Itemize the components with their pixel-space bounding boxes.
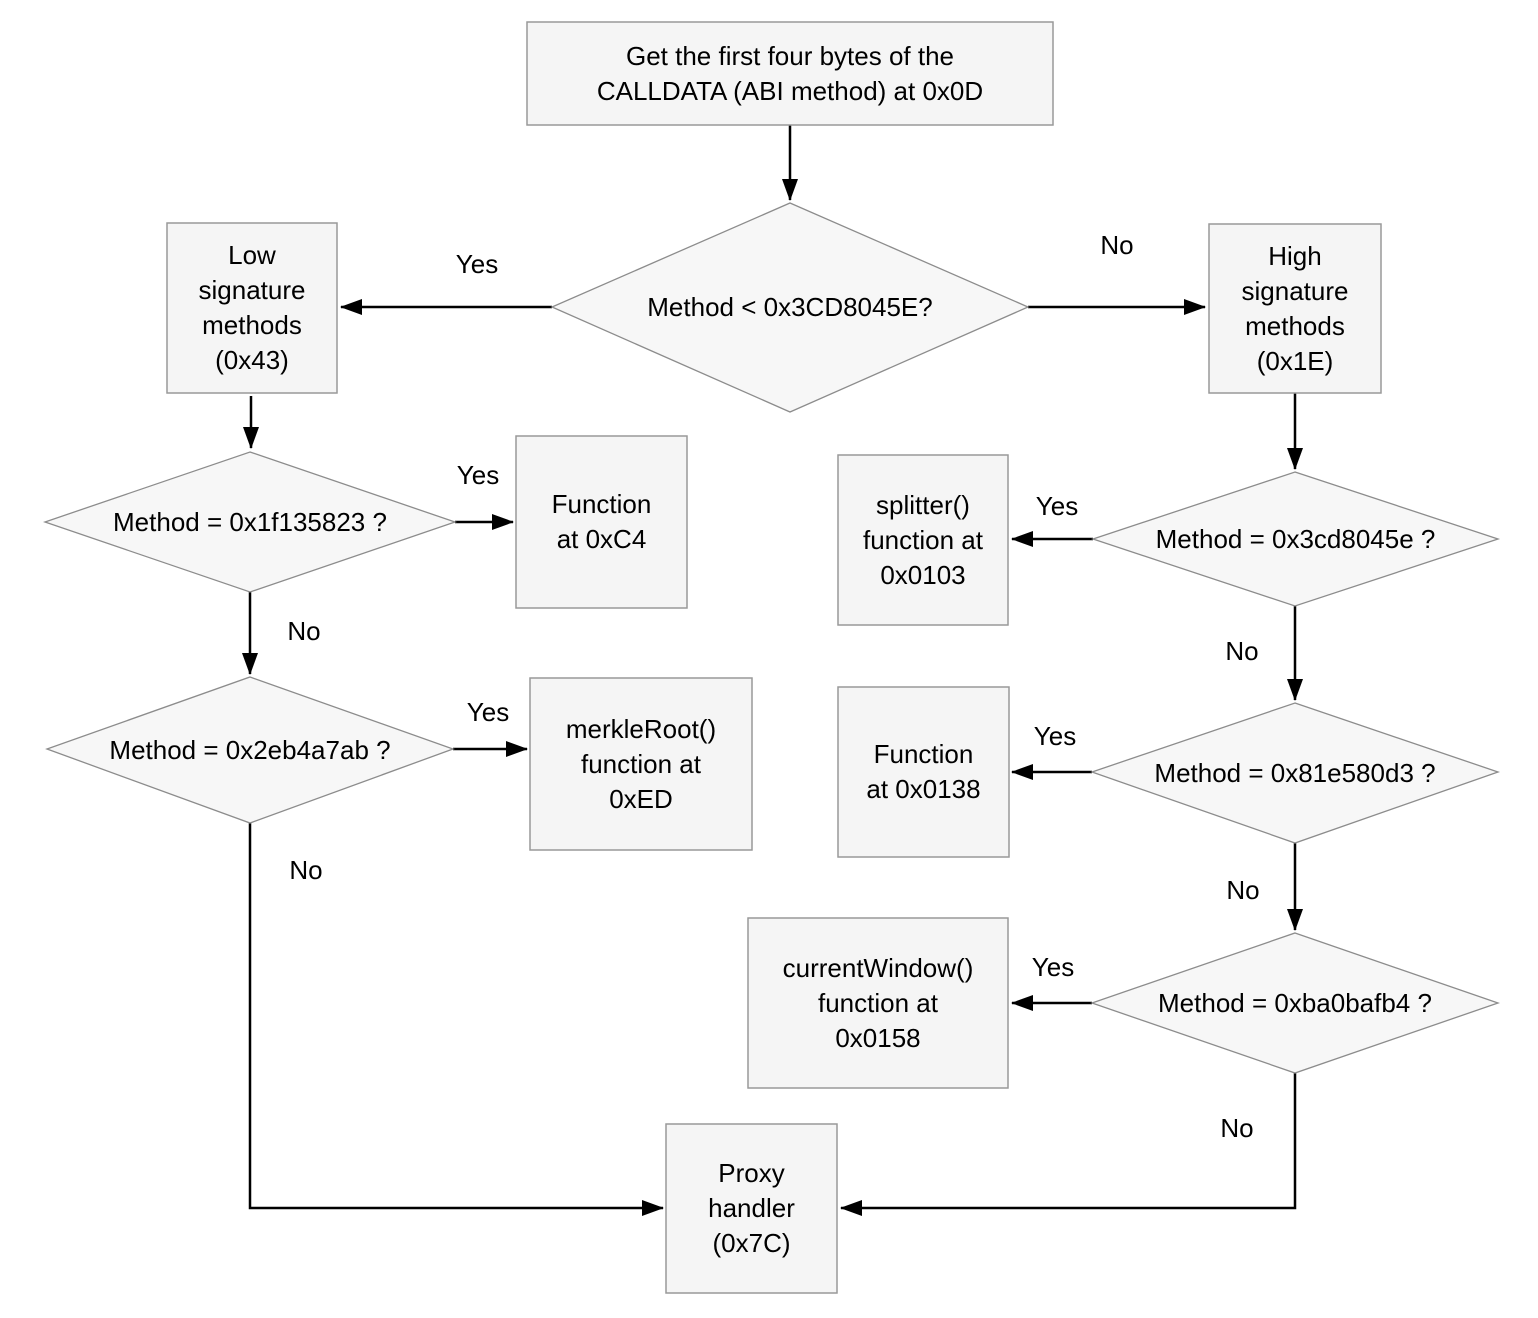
node-check-0x81e580d3-diamond [1092,703,1498,843]
node-high-sig-box [1209,224,1381,393]
node-splitter-box [838,455,1008,625]
node-low-sig-box [167,223,337,393]
node-check-0x2eb4a7ab-diamond [47,677,453,823]
edge-label-check5-no: No [1220,1113,1254,1143]
node-currentwindow-label: currentWindow() function at 0x0158 [782,952,974,1053]
edge-label-main-yes: Yes [455,249,499,279]
edge-label-check3-yes: Yes [1035,491,1079,521]
node-main-decision-label: Method < 0x3CD8045E? [647,292,933,322]
node-check-0x1f135823-diamond [45,452,455,592]
edge-check2-no-to-proxy [250,823,663,1208]
node-merkleroot-box [530,678,752,850]
node-currentwindow-box [748,918,1008,1088]
edge-label-check3-no: No [1225,636,1259,666]
node-low-sig-label: Low signature methods (0x43) [198,240,306,375]
edge-label-main-no: No [1100,230,1134,260]
edge-label-check2-no: No [289,855,323,885]
edge-label-check1-no: No [287,616,321,646]
edge-label-check4-yes: Yes [1033,721,1077,751]
edge-check5-no-to-proxy [841,1073,1295,1208]
node-main-decision-diamond [552,203,1028,412]
node-check-0x1f135823-label: Method = 0x1f135823 ? [113,506,387,537]
node-splitter-label: splitter() function at 0x0103 [863,489,983,590]
node-function-0x0138-box [838,687,1009,857]
edge-label-check4-no: No [1226,875,1260,905]
node-function-0xc4-label: Function at 0xC4 [551,489,652,554]
node-function-0x0138-label: Function at 0x0138 [866,739,981,804]
node-check-0xba0bafb4-diamond [1092,933,1498,1073]
node-check-0x3cd8045e-diamond [1093,472,1498,606]
node-check-0x2eb4a7ab-label: Method = 0x2eb4a7ab ? [109,734,391,765]
node-proxy-handler-box [666,1124,837,1293]
node-check-0x3cd8045e-label: Method = 0x3cd8045e ? [1155,523,1436,554]
node-check-0x81e580d3-label: Method = 0x81e580d3 ? [1154,757,1436,788]
edge-label-check5-yes: Yes [1031,952,1075,982]
node-check-0xba0bafb4-label: Method = 0xba0bafb4 ? [1158,987,1432,1018]
node-merkleroot-label: merkleRoot() function at 0xED [565,713,717,814]
node-function-0xc4-box [516,436,687,608]
node-start-box [527,22,1053,125]
node-start-label: Get the first four bytes of the CALLDATA (ABI method) at 0x0D [596,40,984,106]
node-proxy-handler-label: Proxy handler (0x7C) [708,1158,795,1258]
node-high-sig-label: High signature methods (0x1E) [1241,240,1349,376]
edge-label-check1-yes: Yes [456,460,500,490]
edge-label-check2-yes: Yes [466,697,510,727]
